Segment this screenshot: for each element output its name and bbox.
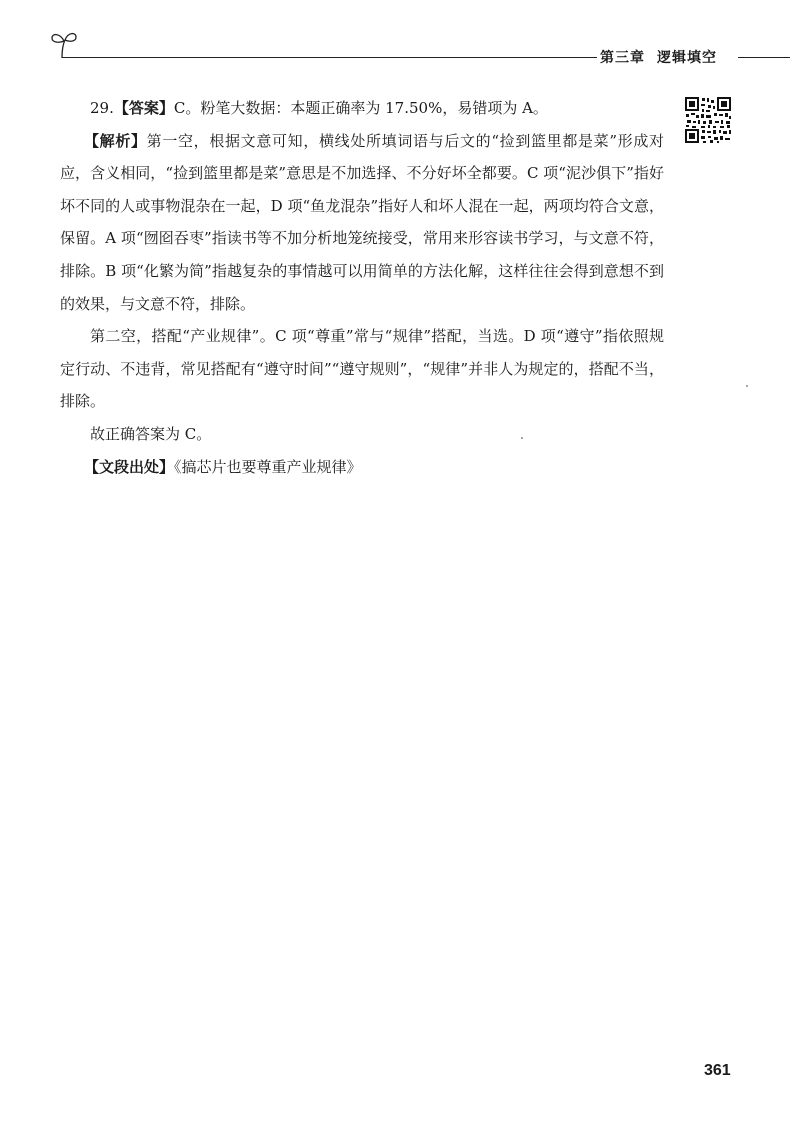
page-number: 361	[704, 1062, 731, 1079]
chapter-label: 第三章	[600, 50, 645, 66]
answer-line	[60, 92, 664, 125]
question-number: 29.	[90, 99, 114, 117]
sprout-icon	[48, 30, 82, 60]
answer-text: C。粉笔大数据：本题正确率为 17.50%，易错项为 A。	[173, 99, 548, 117]
analysis-text-1: 第一空，根据文意可知，横线处所填词语与后文的“捡到篮里都是菜”形成对应，含义相同，“捡到篮里都是菜”意思是不加选择、不分好坏全都要。C 项“泥沙俱下”指好坏不同的人或事物混杂在一起，D 项“鱼龙混杂”指好人和坏人混在一起，两项均符合文意，保留。A 项“囫囵吞枣”指读书等不加分析地笼统接受，常用来形容读书学习，与文意不符，排除。B 项“化繁为简”指越复杂的事情越可以用简单的方法化解，这样往往会得到意想不到的效果，与文意不符，排除。	[60, 131, 664, 313]
answer-explanation	[60, 92, 664, 483]
header-rule-left	[62, 57, 597, 58]
scan-speck	[521, 437, 523, 439]
page-header	[48, 30, 790, 70]
qr-code-icon[interactable]	[684, 96, 732, 144]
answer-tag: 【答案】	[113, 99, 174, 117]
source-text: 《搞芯片也要尊重产业规律》	[174, 457, 362, 476]
scan-speck	[746, 385, 748, 387]
analysis-tag: 【解析】	[84, 131, 147, 150]
source-tag: 【文段出处】	[84, 457, 175, 476]
analysis-paragraph-2: 第二空，搭配“产业规律”。C 项“尊重”常与“规律”搭配，当选。D 项“遵守”指依照规定行动、不违背，常见搭配有“遵守时间”“遵守规则”，“规律”并非人为规定的，搭配不当，排除。	[60, 327, 664, 411]
source-line	[60, 451, 664, 484]
analysis-paragraph-1	[60, 125, 664, 321]
chapter-title	[600, 47, 717, 67]
header-rule-right	[738, 57, 790, 58]
conclusion: 故正确答案为 C。	[90, 424, 212, 443]
section-label: 逻辑填空	[657, 50, 717, 66]
